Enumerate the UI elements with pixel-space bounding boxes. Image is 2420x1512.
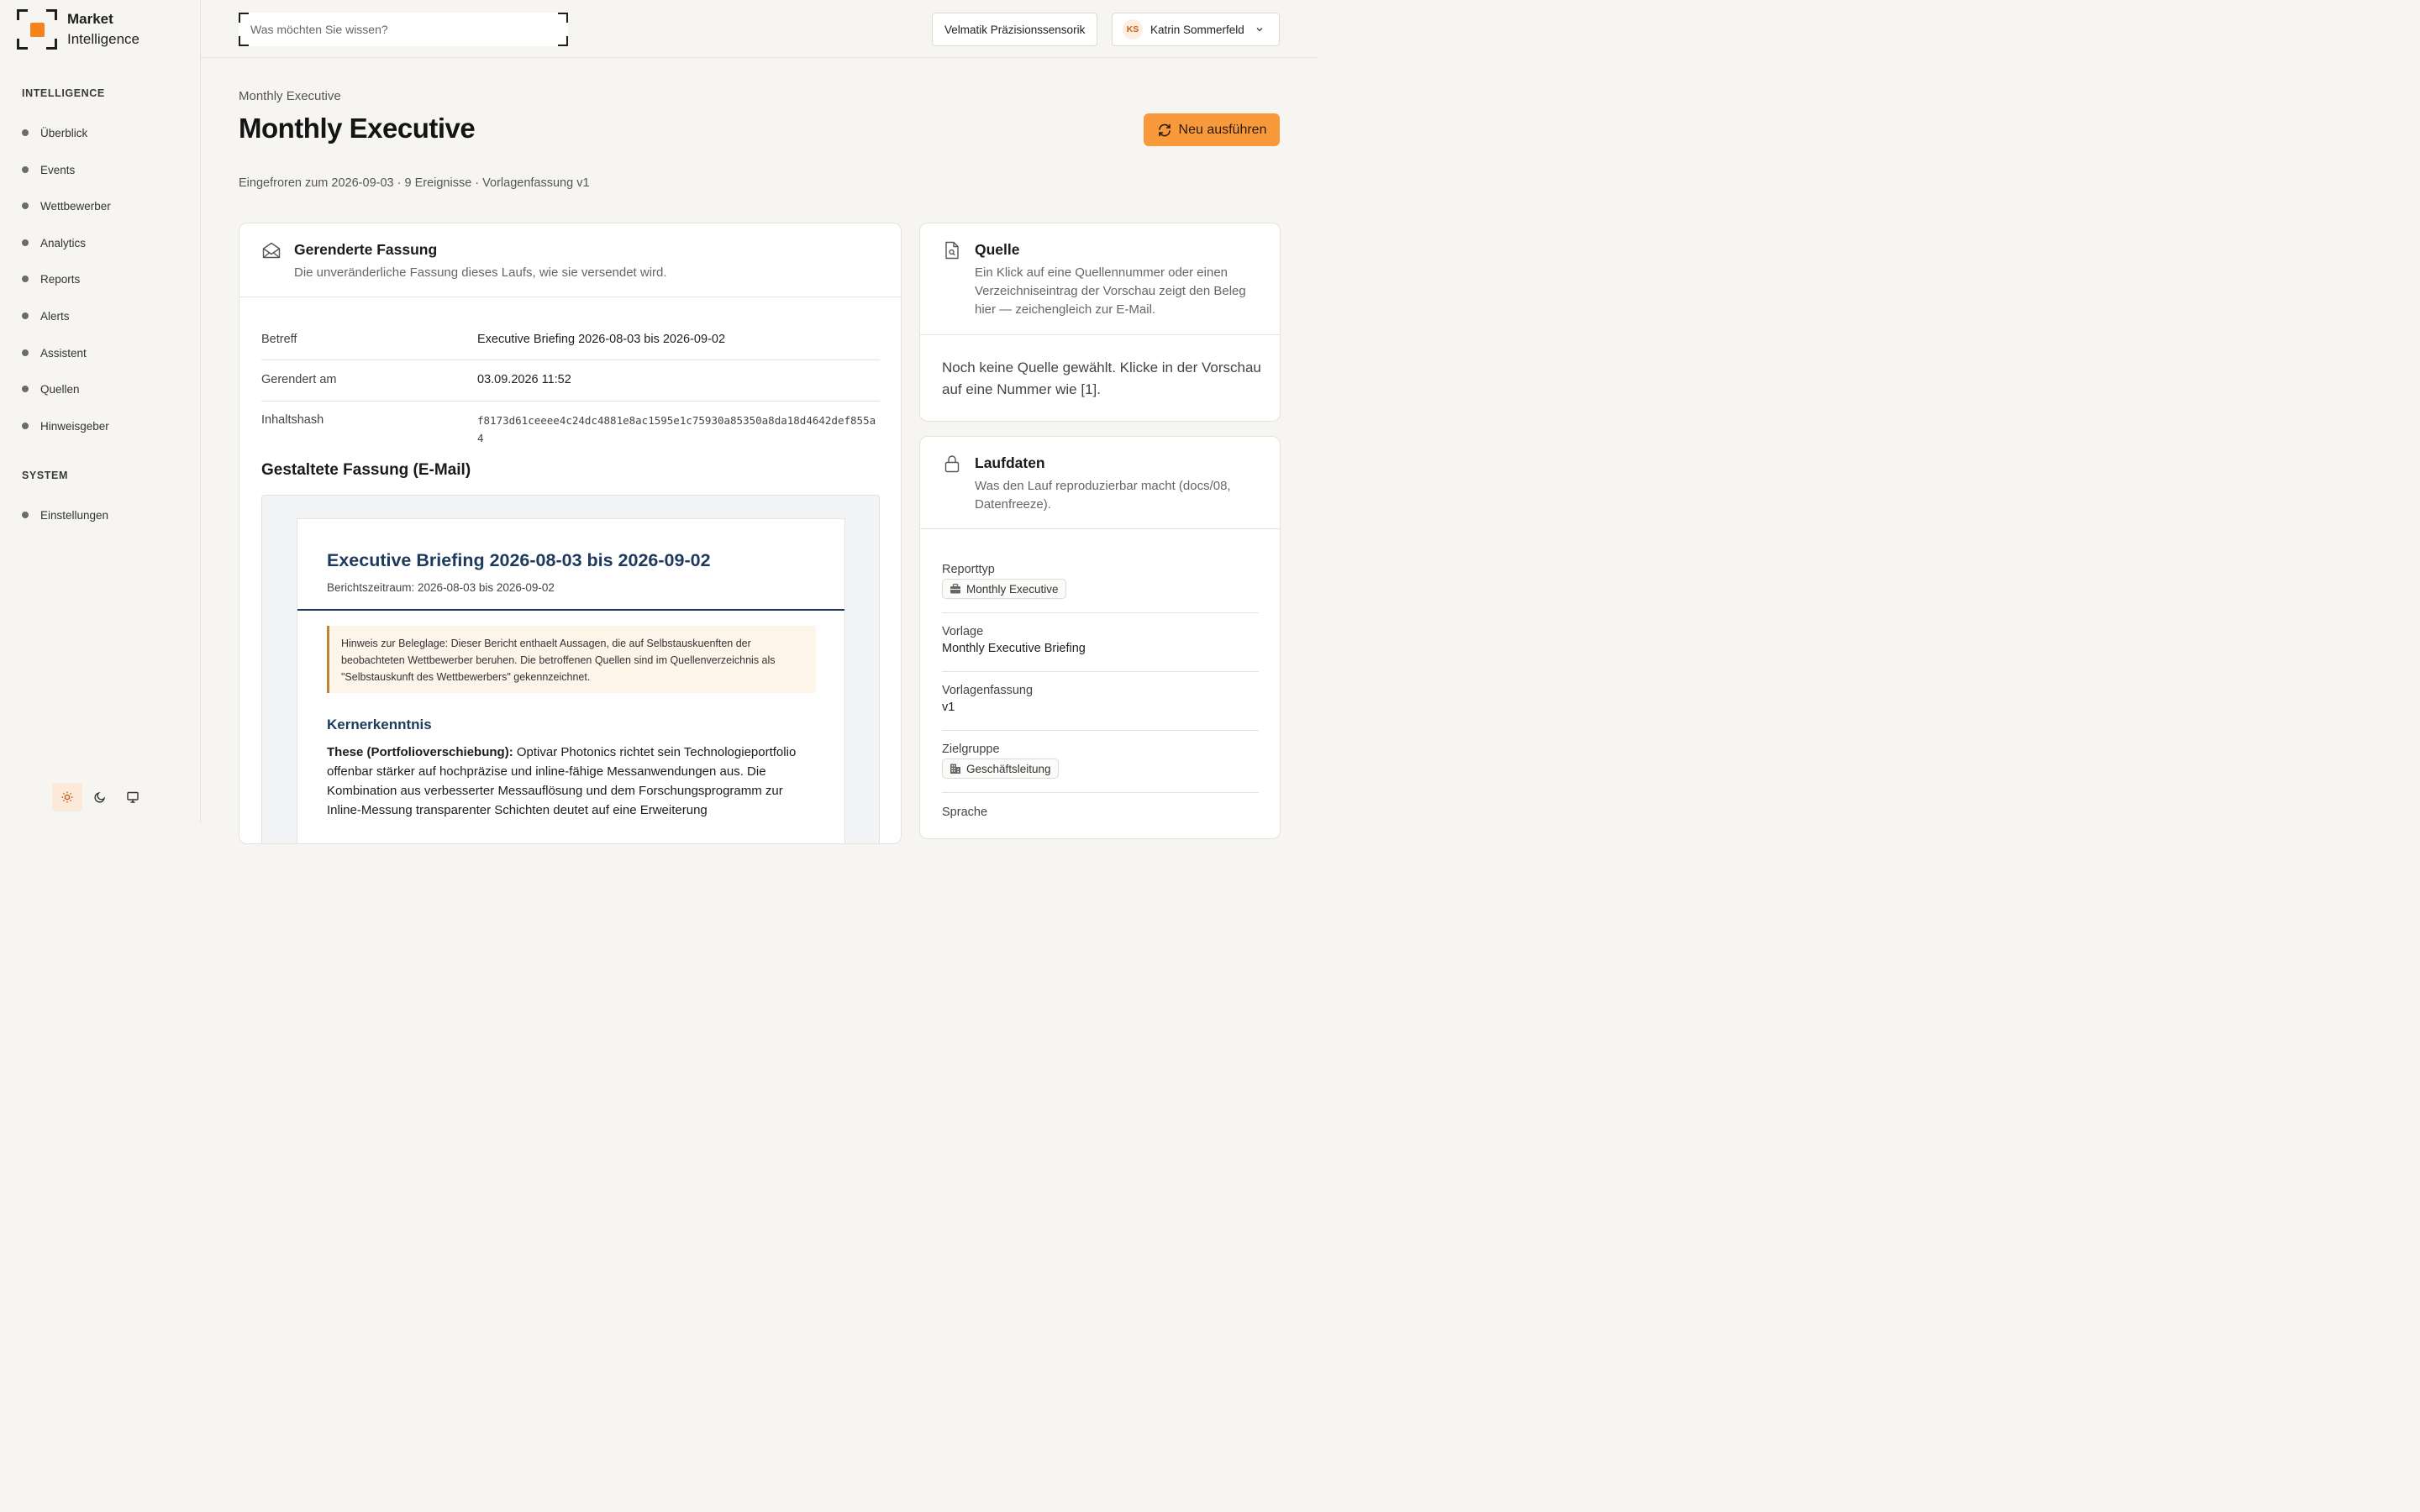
monitor-icon: [126, 790, 139, 804]
card-title: Gerenderte Fassung: [294, 241, 438, 258]
logo-text: [67, 9, 139, 50]
run-field-report-type: [942, 563, 1259, 613]
email-evidence-note: Hinweis zur Beleglage: Dieser Bericht enthaelt Aussagen, die auf Selbstauskuenften der beobachteten Wettbewerber beruhen. Die betroffenen Quellen sind im Quellenverzeichnis als "Selbstauskunft des Wettbewerbers" gekennzeichnet.: [327, 626, 816, 693]
field-value: v1: [942, 701, 955, 714]
logo-line-1: Market: [67, 11, 113, 27]
sidebar-item-reports[interactable]: [22, 270, 80, 287]
sidebar-item-hinweisgeber[interactable]: [22, 417, 109, 434]
briefcase-icon: [950, 583, 961, 595]
building-icon: [950, 763, 961, 774]
theme-light-button[interactable]: [52, 783, 82, 811]
chip-label: Geschäftsleitung: [966, 762, 1051, 775]
field-label: Vorlagenfassung: [942, 684, 1034, 697]
moon-icon: [93, 790, 107, 804]
bullet-icon: [22, 349, 29, 356]
sidebar-item-label: Analytics: [40, 236, 87, 249]
email-body: [327, 743, 816, 820]
rendered-version-card: [239, 223, 902, 844]
card-title: Laufdaten: [975, 454, 1045, 471]
sidebar-item-label: Überblick: [40, 126, 88, 139]
sidebar-item-wettbewerber[interactable]: [22, 197, 111, 214]
nav-section-intelligence: INTELLIGENCE: [22, 87, 105, 99]
chip-label: Monthly Executive: [966, 582, 1059, 596]
bullet-icon: [22, 276, 29, 282]
sidebar-item-label: Wettbewerber: [40, 199, 111, 213]
sidebar-item-label: Einstellungen: [40, 508, 109, 522]
audience-chip: [942, 759, 1059, 779]
email-preview: [297, 518, 845, 844]
topbar: [201, 0, 1318, 58]
theme-system-button[interactable]: [118, 783, 148, 811]
company-name: Velmatik Präzisionssensorik: [944, 23, 1086, 36]
logo-line-2: Intelligence: [67, 31, 140, 47]
sidebar-item-label: Events: [40, 163, 76, 176]
user-menu-button[interactable]: [1112, 13, 1280, 46]
rerun-button[interactable]: [1144, 113, 1280, 146]
user-name: Katrin Sommerfeld: [1150, 23, 1244, 36]
email-title: Executive Briefing 2026-08-03 bis 2026-09-02: [327, 550, 711, 570]
theme-dark-button[interactable]: [85, 783, 115, 811]
kv-key: Betreff: [261, 333, 297, 346]
source-card: [919, 223, 1281, 422]
field-label: Reporttyp: [942, 563, 995, 576]
bullet-icon: [22, 386, 29, 392]
kv-row-content-hash: [261, 402, 880, 452]
bullet-icon: [22, 166, 29, 173]
kv-row-subject: [261, 319, 880, 360]
sidebar-item-label: Alerts: [40, 309, 70, 323]
run-field-template-version: [942, 684, 1259, 731]
email-section-heading: Kernerkenntnis: [327, 717, 432, 732]
field-value: Monthly Executive Briefing: [942, 642, 1086, 655]
logo-icon: [17, 9, 57, 50]
email-body-lead: These (Portfolioverschiebung):: [327, 745, 513, 759]
sidebar-item-quellen[interactable]: [22, 381, 80, 397]
sidebar-item-label: Assistent: [40, 346, 87, 360]
card-title: Quelle: [975, 241, 1020, 258]
email-preview-frame[interactable]: [261, 495, 880, 844]
email-body-text: Optivar Photonics richtet sein Technologieportfolio offenbar stärker auf hochpräzise und inline-fähige Messanwendungen aus. Die Kombination aus verbesserter Messauflösung und dem Forschungsprogramm zur Inline-Messung transparenter Schichten deutet auf eine Erweiterung: [327, 745, 797, 817]
card-subtitle: Was den Lauf reproduzierbar macht (docs/08, Datenfreeze).: [975, 479, 1231, 512]
run-field-language: [942, 806, 1259, 839]
card-subtitle: Die unveränderliche Fassung dieses Laufs, wie sie versendet wird.: [294, 265, 667, 280]
sidebar-item-alerts[interactable]: [22, 307, 70, 324]
kv-value: 03.09.2026 11:52: [477, 373, 571, 386]
field-label: Vorlage: [942, 625, 984, 638]
rerun-label: Neu ausführen: [1178, 122, 1267, 137]
kv-key: Gerendert am: [261, 373, 337, 386]
card-header: [920, 223, 1280, 335]
bullet-icon: [22, 202, 29, 209]
source-empty-state: Noch keine Quelle gewählt. Klicke in der Vorschau auf eine Nummer wie [1].: [942, 360, 1261, 397]
kv-value: Executive Briefing 2026-08-03 bis 2026-09-02: [477, 333, 726, 346]
bullet-icon: [22, 312, 29, 319]
refresh-icon: [1157, 123, 1172, 138]
sun-icon: [60, 790, 74, 804]
sidebar-item-einstellungen[interactable]: [22, 507, 108, 523]
sidebar-item-label: Quellen: [40, 382, 80, 396]
avatar: KS: [1123, 19, 1143, 39]
bullet-icon: [22, 129, 29, 136]
file-search-icon: [942, 240, 962, 260]
company-selector[interactable]: [932, 13, 1097, 46]
search-box: [239, 13, 568, 46]
nav-section-system: SYSTEM: [22, 470, 68, 481]
kv-row-rendered-at: [261, 360, 880, 402]
search-input[interactable]: [240, 14, 566, 45]
card-subtitle: Ein Klick auf eine Quellennummer oder einen Verzeichniseintrag der Vorschau zeigt den Beleg hier — zeichengleich zur E-Mail.: [975, 265, 1246, 317]
card-header: [239, 223, 901, 297]
bullet-icon: [22, 512, 29, 518]
sidebar-item-analytics[interactable]: [22, 234, 86, 251]
run-field-template: [942, 625, 1259, 672]
sidebar-item-events[interactable]: [22, 161, 75, 178]
email-period: Berichtszeitraum: 2026-08-03 bis 2026-09-02: [327, 581, 555, 594]
mail-open-icon: [261, 240, 281, 260]
run-data-card: [919, 436, 1281, 839]
card-header: [920, 437, 1280, 529]
report-type-chip: [942, 579, 1066, 599]
sidebar-item-assistent[interactable]: [22, 344, 87, 361]
sidebar: [0, 0, 201, 823]
page-title: Monthly Executive: [239, 113, 476, 144]
sidebar-item-label: Reports: [40, 272, 81, 286]
bullet-icon: [22, 239, 29, 246]
kv-value-hash[interactable]: f8173d61ceeee4c24dc4881e8ac1595e1c75930a85350a8da18d4642def855a4: [477, 414, 876, 444]
kv-key: Inhaltshash: [261, 413, 324, 427]
designed-version-heading: Gestaltete Fassung (E-Mail): [261, 461, 471, 479]
app-logo[interactable]: [17, 9, 139, 50]
bullet-icon: [22, 423, 29, 429]
chevron-down-icon: [1255, 24, 1265, 34]
lock-icon: [942, 454, 962, 474]
breadcrumb[interactable]: Monthly Executive: [239, 89, 341, 103]
email-divider: [297, 609, 844, 611]
field-label: Sprache: [942, 806, 988, 819]
sidebar-item-label: Hinweisgeber: [40, 419, 109, 433]
theme-switch: [52, 783, 150, 811]
run-field-audience: [942, 743, 1259, 793]
sidebar-item-ueberblick[interactable]: [22, 124, 87, 141]
field-label: Zielgruppe: [942, 743, 1000, 756]
run-meta: Eingefroren zum 2026-09-03 · 9 Ereignisse · Vorlagenfassung v1: [239, 176, 590, 190]
